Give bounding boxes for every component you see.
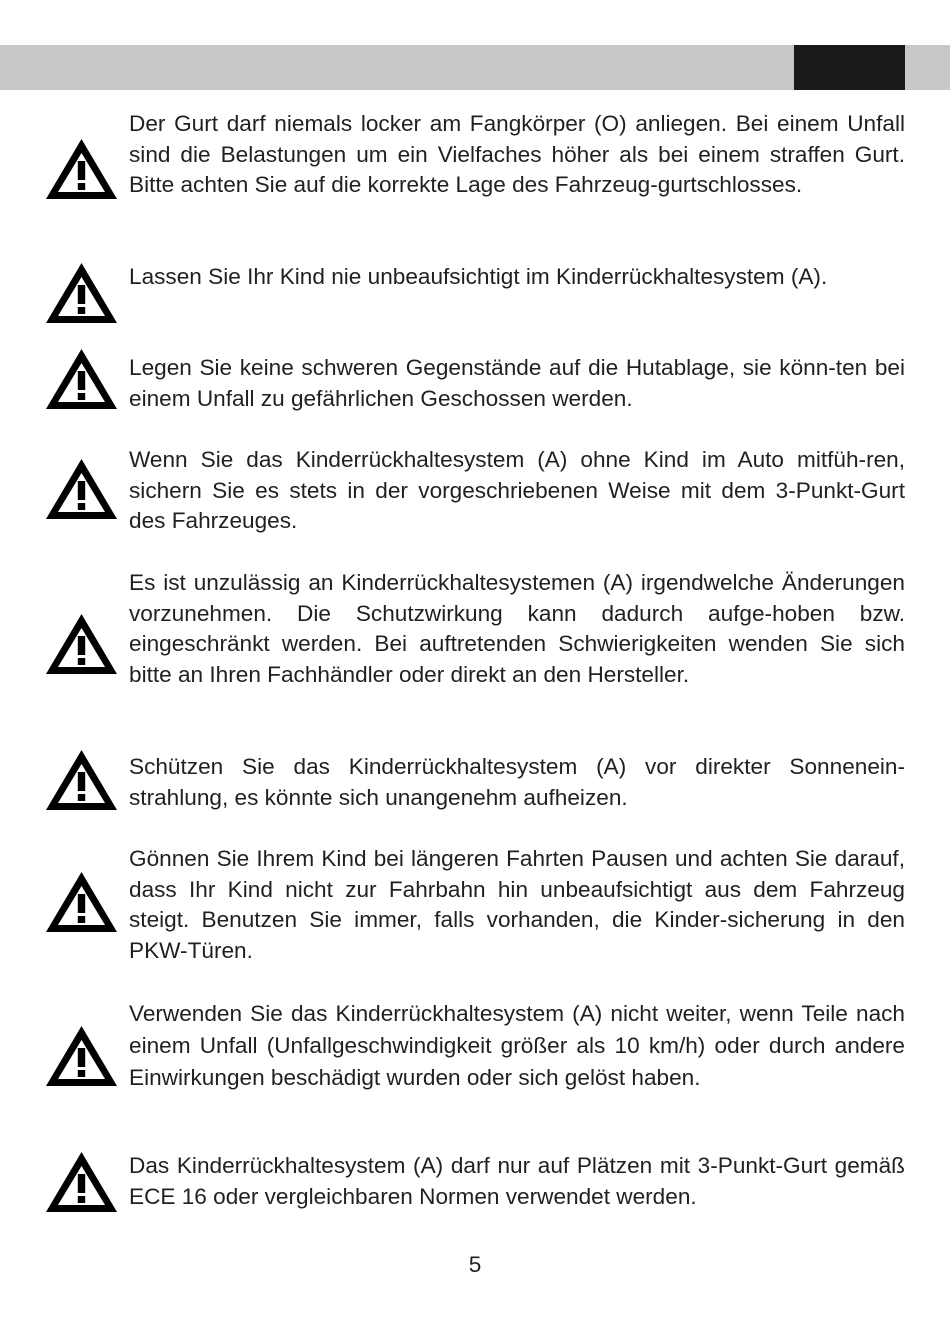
warning-text: Das Kinderrückhaltesystem (A) darf nur auf Plätzen mit 3-Punkt-Gurt gemäß ECE 16 oder vergleichbaren Normen verwendet werden.: [129, 1153, 905, 1209]
warning-text: Wenn Sie das Kinderrückhaltesystem (A) ohne Kind im Auto mitfüh-ren, sichern Sie es stets in der vorgeschriebenen Weise mit dem 3-Punkt-Gurt des Fahrzeuges.: [129, 447, 905, 534]
warning-text: Verwenden Sie das Kinderrückhaltesystem (A) nicht weiter, wenn Teile nach einem Unfall (Unfallgeschwindigkeit größer als 10 km/h) oder durch andere Einwirkungen beschädigt wurden oder sich gelöst haben.: [129, 1001, 905, 1090]
warning-text: Der Gurt darf niemals locker am Fangkörper (O) anliegen. Bei einem Unfall sind die Belastungen um ein Vielfaches höher als bei einem straffen Gurt. Bitte achten Sie auf die korrekte Lage des Fahrzeug-gurtschlosses.: [129, 111, 905, 198]
warning-text: Legen Sie keine schweren Gegenstände auf die Hutablage, sie könn-ten bei einem Unfall zu gefährlichen Geschossen werden.: [129, 355, 905, 411]
warning-triangle-icon: [44, 747, 119, 813]
warning-text: Es ist unzulässig an Kinderrückhaltesystemen (A) irgendwelche Änderungen vorzunehmen. Die Schutzwirkung kann dadurch aufge-hoben bzw. eingeschränkt werden. Bei auftretenden Schwierigkeiten wenden Sie sich bitte an Ihren Fachhändler oder direkt an den Hersteller.: [129, 570, 905, 687]
warning-triangle-icon: [44, 1023, 119, 1089]
warning-triangle-icon: [44, 1149, 119, 1215]
warning-triangle-icon: [44, 260, 119, 326]
warning-triangle-icon: [44, 456, 119, 522]
warning-triangle-icon: [44, 346, 119, 412]
header-tab-block: [794, 45, 905, 90]
warning-triangle-icon: [44, 136, 119, 202]
warning-triangle-icon: [44, 611, 119, 677]
page-number: 5: [468, 1252, 482, 1277]
warning-triangle-icon: [44, 869, 119, 935]
warning-text: Gönnen Sie Ihrem Kind bei längeren Fahrten Pausen und achten Sie darauf, dass Ihr Kind nicht zur Fahrbahn hin unbeaufsichtigt aus dem Fahrzeug steigt. Benutzen Sie immer, falls vorhanden, die Kinder-sicherung in den PKW-Türen.: [129, 846, 905, 963]
warning-text: Lassen Sie Ihr Kind nie unbeaufsichtigt im Kinderrückhaltesystem (A).: [129, 264, 828, 289]
warning-text: Schützen Sie das Kinderrückhaltesystem (A) vor direkter Sonnenein-strahlung, es könnte sich unangenehm aufheizen.: [129, 754, 905, 810]
